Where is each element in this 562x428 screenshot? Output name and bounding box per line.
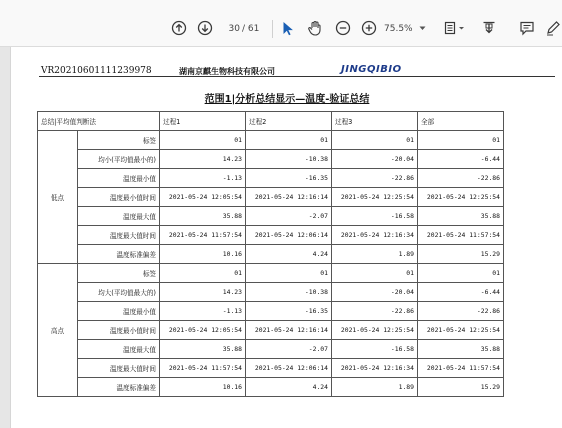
value-cell: 01	[160, 264, 246, 283]
value-cell: -16.58	[332, 207, 418, 226]
row-label: 温度最大值时间	[78, 359, 160, 378]
table-row	[38, 245, 504, 264]
value-cell: -22.86	[332, 302, 418, 321]
comment-icon[interactable]	[518, 18, 536, 38]
table-row	[38, 131, 504, 150]
value-cell: 35.88	[418, 340, 504, 359]
header-cell: 总结|平均值判断法	[38, 112, 160, 131]
chevron-down-icon	[419, 24, 426, 34]
page-number-input[interactable]: 30	[228, 24, 240, 34]
header-cell: 过程2	[246, 112, 332, 131]
zoom-select[interactable]	[384, 20, 434, 38]
table-row	[38, 207, 504, 226]
value-cell: 4.24	[246, 245, 332, 264]
value-cell: 1.89	[332, 378, 418, 397]
value-cell: 01	[332, 264, 418, 283]
value-cell: 2021-05-24 12:25:54	[418, 321, 504, 340]
value-cell: 14.23	[160, 283, 246, 302]
value-cell: 2021-05-24 11:57:54	[160, 359, 246, 378]
value-cell: 2021-05-24 12:25:54	[332, 321, 418, 340]
document-title-wrap	[11, 87, 562, 106]
row-label: 温度最大值	[78, 340, 160, 359]
pdf-page	[10, 47, 562, 428]
zoom-value: 75.5%	[384, 24, 413, 34]
hand-icon[interactable]	[306, 18, 324, 38]
toolbar-divider	[272, 20, 273, 38]
value-cell: 4.24	[246, 378, 332, 397]
value-cell: 01	[246, 264, 332, 283]
pen-icon[interactable]	[544, 18, 562, 38]
row-label: 温度标准偏差	[78, 378, 160, 397]
row-label: 标签	[78, 131, 160, 150]
value-cell: 01	[418, 131, 504, 150]
document-title: 范围1|分析总结显示—温度-验证总结	[204, 94, 370, 105]
row-label: 温度最小值时间	[78, 321, 160, 340]
value-cell: 01	[246, 131, 332, 150]
value-cell: 1.89	[332, 245, 418, 264]
value-cell: 2021-05-24 11:57:54	[418, 359, 504, 378]
value-cell: -20.04	[332, 283, 418, 302]
header-cell: 过程1	[160, 112, 246, 131]
up-arrow-icon[interactable]	[170, 18, 188, 38]
row-label: 标签	[78, 264, 160, 283]
row-label: 均大(平均值最大的)	[78, 283, 160, 302]
value-cell: 01	[160, 131, 246, 150]
value-cell: 01	[332, 131, 418, 150]
scroll-icon[interactable]	[480, 18, 498, 38]
value-cell: 01	[418, 264, 504, 283]
header-cell: 全部	[418, 112, 504, 131]
pdf-toolbar	[0, 0, 562, 47]
value-cell: 2021-05-24 12:05:54	[160, 321, 246, 340]
value-cell: 35.88	[160, 340, 246, 359]
table-header-row	[38, 112, 504, 131]
value-cell: -22.86	[332, 169, 418, 188]
value-cell: -22.86	[418, 169, 504, 188]
value-cell: -22.86	[418, 302, 504, 321]
value-cell: 2021-05-24 12:16:14	[246, 188, 332, 207]
table-row	[38, 340, 504, 359]
row-label: 温度最小值	[78, 302, 160, 321]
table-row	[38, 150, 504, 169]
group-label: 高点	[38, 264, 78, 397]
company-name: 湖南京麒生物科技有限公司	[179, 67, 275, 76]
value-cell: 2021-05-24 12:25:54	[418, 188, 504, 207]
row-label: 温度最小值	[78, 169, 160, 188]
row-label: 温度最小值时间	[78, 188, 160, 207]
value-cell: -16.58	[332, 340, 418, 359]
value-cell: 2021-05-24 12:16:34	[332, 226, 418, 245]
header-divider	[39, 76, 555, 77]
table-row	[38, 188, 504, 207]
value-cell: 2021-05-24 12:06:14	[246, 226, 332, 245]
zoom-in-icon[interactable]	[360, 18, 378, 38]
row-label: 温度最大值	[78, 207, 160, 226]
value-cell: 2021-05-24 11:57:54	[160, 226, 246, 245]
page-total: / 61	[242, 24, 260, 34]
table-row	[38, 169, 504, 188]
value-cell: 15.29	[418, 245, 504, 264]
value-cell: 35.88	[418, 207, 504, 226]
down-arrow-icon[interactable]	[196, 18, 214, 38]
fit-page-icon[interactable]	[444, 18, 466, 38]
row-label: 温度最大值时间	[78, 226, 160, 245]
document-code: VR20210601111239978	[41, 66, 152, 76]
table-row	[38, 378, 504, 397]
value-cell: -16.35	[246, 302, 332, 321]
value-cell: 2021-05-24 12:06:14	[246, 359, 332, 378]
value-cell: -6.44	[418, 150, 504, 169]
value-cell: -6.44	[418, 283, 504, 302]
cursor-icon[interactable]	[280, 18, 296, 38]
table-row	[38, 264, 504, 283]
row-label: 温度标准偏差	[78, 245, 160, 264]
table-row	[38, 226, 504, 245]
value-cell: -20.04	[332, 150, 418, 169]
value-cell: -2.07	[246, 207, 332, 226]
value-cell: 15.29	[418, 378, 504, 397]
value-cell: -16.35	[246, 169, 332, 188]
value-cell: 2021-05-24 12:05:54	[160, 188, 246, 207]
table-row	[38, 283, 504, 302]
value-cell: 14.23	[160, 150, 246, 169]
company-logo: JINGQIBIO	[341, 64, 402, 75]
page-indicator	[222, 20, 264, 38]
table-row	[38, 321, 504, 340]
value-cell: -10.38	[246, 283, 332, 302]
value-cell: -10.38	[246, 150, 332, 169]
value-cell: 2021-05-24 12:16:14	[246, 321, 332, 340]
header-cell: 过程3	[332, 112, 418, 131]
value-cell: 10.16	[160, 245, 246, 264]
value-cell: 35.88	[160, 207, 246, 226]
group-label: 低点	[38, 131, 78, 264]
value-cell: 2021-05-24 11:57:54	[418, 226, 504, 245]
zoom-out-icon[interactable]	[334, 18, 352, 38]
table-row	[38, 302, 504, 321]
value-cell: -2.07	[246, 340, 332, 359]
row-label: 均小(平均值最小的)	[78, 150, 160, 169]
value-cell: 2021-05-24 12:16:34	[332, 359, 418, 378]
summary-table	[37, 111, 504, 397]
value-cell: 2021-05-24 12:25:54	[332, 188, 418, 207]
value-cell: 10.16	[160, 378, 246, 397]
value-cell: -1.13	[160, 302, 246, 321]
table-row	[38, 359, 504, 378]
value-cell: -1.13	[160, 169, 246, 188]
